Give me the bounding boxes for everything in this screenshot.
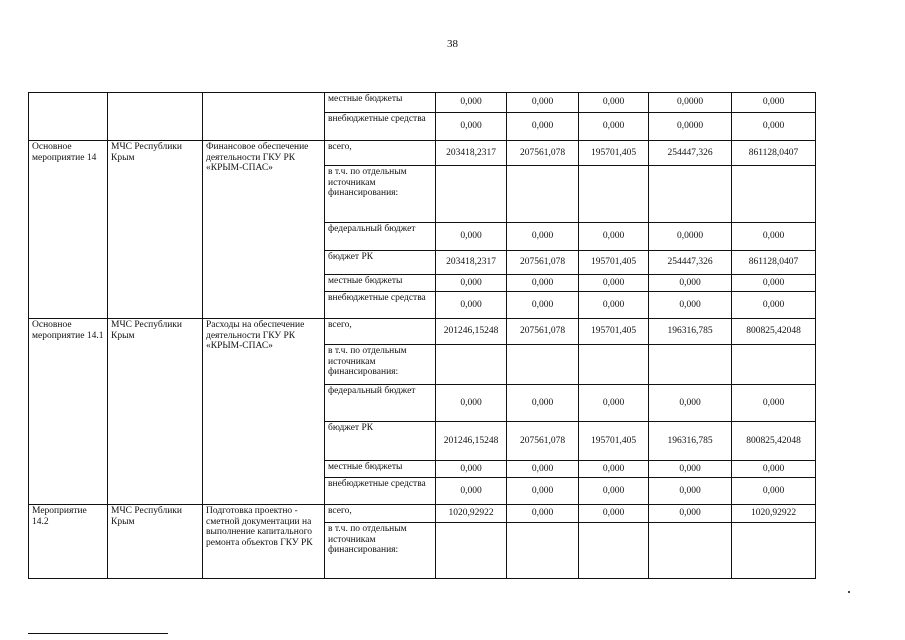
value-cell: 0,0000 <box>649 93 732 113</box>
source-cell: в т.ч. по отдельным источникам финансирования: <box>325 523 436 579</box>
value-cell: 254447,326 <box>649 141 732 166</box>
value-cell: 0,000 <box>507 461 579 478</box>
value-cell: 0,000 <box>732 93 816 113</box>
value-cell: 0,000 <box>436 385 507 422</box>
executor-cell: МЧС Республики Крым <box>108 319 203 505</box>
program-cell <box>29 93 108 141</box>
value-cell: 0,000 <box>436 478 507 505</box>
value-cell <box>732 345 816 385</box>
source-cell: внебюджетные средства <box>325 478 436 505</box>
value-cell <box>507 166 579 223</box>
value-cell <box>436 166 507 223</box>
value-cell: 207561,078 <box>507 422 579 461</box>
value-cell: 861128,0407 <box>732 141 816 166</box>
value-cell: 207561,078 <box>507 319 579 345</box>
value-cell <box>649 166 732 223</box>
value-cell <box>649 345 732 385</box>
program-cell: Основное мероприятие 14 <box>29 141 108 319</box>
source-cell: местные бюджеты <box>325 275 436 292</box>
value-cell: 0,000 <box>579 385 649 422</box>
value-cell: 0,000 <box>436 275 507 292</box>
value-cell: 195701,405 <box>579 422 649 461</box>
value-cell: 1020,92922 <box>732 505 816 523</box>
value-cell <box>579 523 649 579</box>
scan-speck <box>848 591 850 593</box>
source-cell: в т.ч. по отдельным источникам финансирования: <box>325 166 436 223</box>
value-cell: 800825,42048 <box>732 319 816 345</box>
source-cell: всего, <box>325 141 436 166</box>
value-cell: 0,000 <box>732 275 816 292</box>
source-cell: федеральный бюджет <box>325 223 436 251</box>
value-cell: 0,000 <box>732 385 816 422</box>
source-cell: в т.ч. по отдельным источникам финансирования: <box>325 345 436 385</box>
footnote-separator <box>28 633 168 634</box>
value-cell: 196316,785 <box>649 422 732 461</box>
financing-table <box>28 92 816 579</box>
source-cell: бюджет РК <box>325 251 436 275</box>
value-cell: 201246,15248 <box>436 422 507 461</box>
value-cell: 195701,405 <box>579 251 649 275</box>
measure-cell: Расходы на обеспечение деятельности ГКУ РК «КРЫМ-СПАС» <box>203 319 325 505</box>
value-cell: 0,000 <box>507 292 579 319</box>
measure-cell <box>203 93 325 141</box>
executor-cell: МЧС Республики Крым <box>108 505 203 579</box>
value-cell: 861128,0407 <box>732 251 816 275</box>
value-cell: 0,000 <box>732 478 816 505</box>
value-cell: 0,000 <box>732 113 816 141</box>
source-cell: местные бюджеты <box>325 93 436 113</box>
value-cell: 195701,405 <box>579 319 649 345</box>
value-cell <box>649 523 732 579</box>
value-cell: 0,0000 <box>649 223 732 251</box>
value-cell: 201246,15248 <box>436 319 507 345</box>
measure-cell: Подготовка проектно - сметной документации на выполнение капитального ремонта объектов ГКУ РК <box>203 505 325 579</box>
value-cell: 0,000 <box>649 478 732 505</box>
value-cell <box>436 523 507 579</box>
source-cell: местные бюджеты <box>325 461 436 478</box>
executor-cell: МЧС Республики Крым <box>108 141 203 319</box>
value-cell: 0,000 <box>649 275 732 292</box>
value-cell: 0,000 <box>649 505 732 523</box>
table-row <box>29 505 816 523</box>
value-cell: 0,000 <box>579 223 649 251</box>
value-cell: 0,000 <box>436 223 507 251</box>
value-cell <box>579 166 649 223</box>
value-cell: 0,000 <box>649 461 732 478</box>
value-cell: 1020,92922 <box>436 505 507 523</box>
value-cell: 0,000 <box>436 292 507 319</box>
table-row <box>29 141 816 166</box>
value-cell: 0,0000 <box>649 113 732 141</box>
value-cell: 0,000 <box>507 223 579 251</box>
value-cell <box>507 345 579 385</box>
value-cell: 207561,078 <box>507 141 579 166</box>
value-cell: 0,000 <box>579 113 649 141</box>
value-cell: 0,000 <box>649 292 732 319</box>
program-cell: Мероприятие 14.2 <box>29 505 108 579</box>
value-cell: 0,000 <box>579 478 649 505</box>
value-cell: 0,000 <box>436 461 507 478</box>
value-cell: 203418,2317 <box>436 251 507 275</box>
value-cell: 0,000 <box>507 93 579 113</box>
value-cell: 0,000 <box>732 292 816 319</box>
value-cell: 0,000 <box>579 292 649 319</box>
value-cell: 800825,42048 <box>732 422 816 461</box>
value-cell: 0,000 <box>579 461 649 478</box>
program-cell: Основное мероприятие 14.1 <box>29 319 108 505</box>
value-cell: 0,000 <box>579 93 649 113</box>
value-cell: 0,000 <box>507 275 579 292</box>
value-cell: 207561,078 <box>507 251 579 275</box>
value-cell: 0,000 <box>507 478 579 505</box>
value-cell: 0,000 <box>507 385 579 422</box>
source-cell: бюджет РК <box>325 422 436 461</box>
measure-cell: Финансовое обеспечение деятельности ГКУ РК «КРЫМ-СПАС» <box>203 141 325 319</box>
value-cell <box>732 166 816 223</box>
value-cell: 0,000 <box>436 113 507 141</box>
page-number: 38 <box>447 38 458 50</box>
source-cell: внебюджетные средства <box>325 113 436 141</box>
value-cell: 254447,326 <box>649 251 732 275</box>
value-cell <box>732 523 816 579</box>
value-cell <box>436 345 507 385</box>
value-cell: 196316,785 <box>649 319 732 345</box>
value-cell: 0,000 <box>579 505 649 523</box>
value-cell: 0,000 <box>507 505 579 523</box>
value-cell: 203418,2317 <box>436 141 507 166</box>
value-cell: 0,000 <box>436 93 507 113</box>
value-cell: 0,000 <box>507 113 579 141</box>
source-cell: всего, <box>325 505 436 523</box>
value-cell: 195701,405 <box>579 141 649 166</box>
value-cell <box>507 523 579 579</box>
source-cell: внебюджетные средства <box>325 292 436 319</box>
value-cell: 0,000 <box>649 385 732 422</box>
value-cell <box>579 345 649 385</box>
source-cell: всего, <box>325 319 436 345</box>
executor-cell <box>108 93 203 141</box>
table-row <box>29 93 816 113</box>
value-cell: 0,000 <box>732 461 816 478</box>
value-cell: 0,000 <box>732 223 816 251</box>
table-row <box>29 319 816 345</box>
source-cell: федеральный бюджет <box>325 385 436 422</box>
value-cell: 0,000 <box>579 275 649 292</box>
